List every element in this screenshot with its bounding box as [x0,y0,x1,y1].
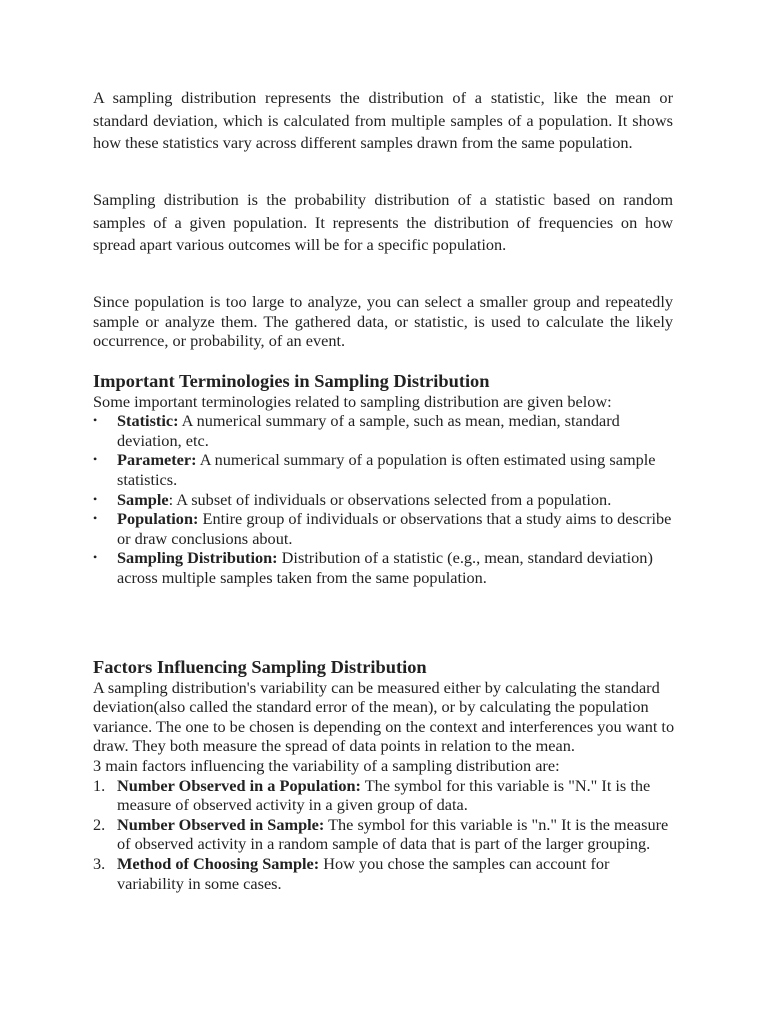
term-label: Statistic: [117,411,179,431]
bullet-icon: • [93,452,98,467]
intro-paragraph-1: A sampling distribution represents the distribution of a statistic, like the mean or standard deviation, which is calculated from multiple samples of a population. It shows how these statistics vary across different samples drawn from the same population. [93,88,673,152]
intro-paragraph-2: Sampling distribution is the probability distribution of a statistic based on random samples of a given population. It represents the distribution of frequencies on how spread apart various outcomes will be for a specific population. [93,190,673,254]
list-number: 1. [93,775,106,795]
term-description: Entire group of individuals or observations that a study aims to describe or draw conclusions about. [117,509,672,548]
list-item [93,854,678,893]
list-item [93,490,678,510]
list-item [93,548,678,587]
term-description: Distribution of a statistic (e.g., mean, standard deviation) across multiple samples taken from the same population. [117,548,653,587]
term-description: A numerical summary of a sample, such as mean, median, standard deviation, etc. [117,411,620,450]
terminologies-list [93,411,678,587]
factors-lead-2: 3 main factors influencing the variability of a sampling distribution are: [93,755,560,775]
term-label: Sampling Distribution: [117,548,278,568]
factor-label: Number Observed in Sample: [117,814,325,834]
list-item [93,411,678,450]
factor-label: Number Observed in a Population: [117,775,361,795]
factor-description: The symbol for this variable is "N." It is the measure of observed activity in a given group of data. [117,775,651,815]
factors-lead: A sampling distribution's variability can be measured either by calculating the standard deviation(also called the standard error of the mean), or by calculating the population variance. The one to be chosen is depending on the context and interferences you want to draw. They both measure the spread of data points in relation to the mean. [93,677,675,756]
bullet-icon: • [93,413,98,428]
term-description: : A subset of individuals or observations selected from a population. [168,489,612,509]
terminologies-section [93,372,678,588]
term-description: A numerical summary of a population is often estimated using sample statistics. [117,450,656,489]
factor-label: Method of Choosing Sample: [117,853,320,873]
factors-section [93,658,678,893]
list-item [93,776,678,815]
list-number: 2. [93,814,106,834]
factor-description: The symbol for this variable is "n." It is the measure of observed activity in a random sample of data that is part of the larger grouping. [117,814,669,854]
bullet-icon: • [93,550,98,565]
list-item [93,815,678,854]
term-label: Population: [117,509,199,529]
term-label: Sample [117,489,169,509]
terminologies-heading: Important Terminologies in Sampling Distribution [93,371,490,391]
term-label: Parameter: [117,450,197,470]
factors-list [93,776,678,894]
factor-description: How you chose the samples can account for variability in some cases. [117,853,610,893]
list-item [93,509,678,548]
intro-paragraph-3: Since population is too large to analyze, you can select a smaller group and repeatedly sample or analyze them. The gathered data, or statistic, is used to calculate the likely occurrence, or probability, of an event. [93,292,673,351]
factors-heading: Factors Influencing Sampling Distribution [93,657,427,677]
bullet-icon: • [93,491,98,506]
bullet-icon: • [93,511,98,526]
terminologies-lead: Some important terminologies related to sampling distribution are given below: [93,391,612,411]
list-item [93,450,678,489]
list-number: 3. [93,853,106,873]
